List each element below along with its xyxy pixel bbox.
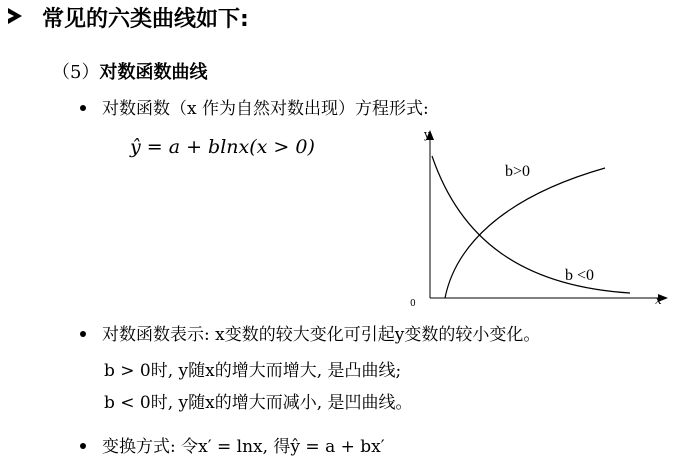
bullet-form-intro [80,94,429,119]
log-curve-chart [400,128,680,312]
bullet-arrow-icon [8,8,22,24]
transform-text: 变换方式: 令x′ = lnx, 得ŷ = a + bx′ [102,437,385,457]
section-number: （5） [52,62,100,83]
bullet-dot-icon [80,443,86,449]
bullet-representation [80,320,540,345]
case-positive: b > 0时, y随x的增大而增大, 是凸曲线; [104,361,402,381]
section-title-text: 对数函数曲线 [99,62,208,83]
x-axis-label: x [655,293,662,307]
section-title [52,58,207,84]
y-axis-label: y [424,128,431,141]
bullet-dot-icon [80,331,86,337]
representation-text: 对数函数表示: x变数的较大变化可引起y变数的较小变化。 [102,325,541,345]
formula: ŷ = a + blnx(x > 0) [130,136,315,158]
bullet-dot-icon [80,105,86,111]
case-negative: b < 0时, y随x的增大而减小, 是凹曲线。 [104,393,413,413]
chart-svg [400,128,680,308]
series-label-b-negative: b <0 [565,267,595,284]
page-heading: 常见的六类曲线如下: [42,7,249,32]
series-label-b-positive: b>0 [505,163,531,180]
form-intro-text: 对数函数（x 作为自然对数出现）方程形式: [102,99,429,119]
bullet-transform [80,432,385,457]
curve-b-negative [432,156,630,293]
origin-label: 0 [410,299,416,308]
